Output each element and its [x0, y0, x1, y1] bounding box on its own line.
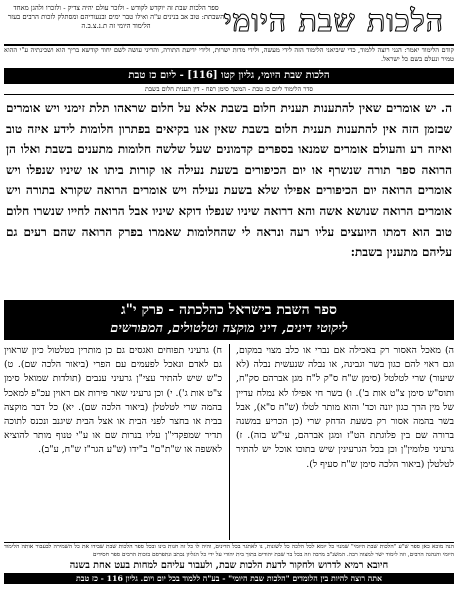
left-column: ח) גרעיני תפוחים ואגסים גם כן מותרין בטלטול כיון שראוין גם לאדם ונאכל לפעמים עם הפרי (ביאור הלכה שם). ט) כ"ש שיש להתיר עצי"ן גרעיני ענבים (תולדות שמואל סימן צ"ט אות ג'). י) וכן גרעיני שאר פירות אם ראוין עכ"פ למאכל בהמה שרי לטלטלן (ביאור הלכה שם). יא) כל דבר מוקצה בבית או בחצר לפני הבית או אצל הבית שיגנב ונכנס לתוכה תדיר שמפקדי"ן עליו בנרות שם או ע"י טנוף מותר להוציא לאשפה או ש"ת"ם" ב"ידו (ש"ע הגר"ז ש"ח, ע"ב).: [4, 345, 222, 456]
daily-halacha-text: ה. יש אומרים שאין להתענות תענית חלום בשבת אלא על חלום שראהו תלת זימני ויש אומרים שבזמן הזה אין להתענות תענית חלום בשבת שאין אנו בקיאים בפתרון חלומות לידע איזה טוב ואיזה רע והעולם אומרים שמנאו בספרים קדמונים שעל שלשה חלומות מתענים בשבת ואלו הן הרואה ספר תורה שנשרף או יום הכיפורים בשעת נעילה או קורות ביתו או שיניו שנפלו ויש אומרים הרואה יום הכיפורים אפילו שלא בשעת נעילה ויש אומרים הרואה שקורא בתורה ויש אומרים הרואה שנושא אשה והא דרואה שיניו שנפלו דוקא שיניו אבל הרואה לחייו שנשרו חלום טוב הוא דמתו היועצים עליו רעה ונראה לי שהחלומות שאמרו בפרק הרואה שהם רעים גם עליהם מתענין בשבת:: [6, 101, 452, 260]
section-title: ספר השבת בישראל כהלכתה - פרק י"ג: [121, 302, 337, 318]
newsletter-page: [4, 2, 454, 598]
two-column-text: [4, 344, 454, 540]
masthead-dedication: ספר הלכות שבת זה יוקדש לקודש - ולזכר עולם יהיה צדיק - ולזכרו ולהגן מאחד השבתת: טוב אב בנינים ע"ה ואילו טבר ימים ובנעוריהם ומסתלק לזכות הרבים בעזר הלימוד היומי זה ת.נ.צ.ב.ה: [7, 4, 225, 30]
study-order-line: סדר הלימוד ליום כז טבת - המשך סימן רפח - דין תענית חלום בשבת: [4, 85, 454, 95]
masthead: [4, 2, 454, 46]
footer-notice: הנה מוכא כאן ספר ש"ע "הלכות שבת היומי" שמנוי כל יומא לכל הלכה כל לשונות, נו לאתגר בכל הדינים, והיה לו כל זה חנות בינו ובכל ספר הלכות שבת שבידו את כל השמירה לבעבור אותה הלימוד היומי והנהגה הרבים, וזה לימוד ישר למצוה רבה. המשנ"ב מרבה וזה בכל בר שבת יהודים בתוך בית יהודי על ידי כל הגליון נכתב ונתפרסם בזכות הרבים ספר חסידים: [4, 544, 454, 558]
footer: [4, 542, 454, 599]
issue-title-bar: הלכות שבת היומי, גליון קטו [116] - ליום כז טבת: [4, 68, 454, 84]
column-divider: [229, 344, 230, 540]
footer-bar: אתה רוצה להיות בין הלומדים "הלכות שבת היומי" - בע"ה ללמוד בכל יום ויום. גליון 116 - כז טבת: [4, 573, 454, 584]
footer-slogan: חיובא רמיא לדרוש ולחקור לדעת הלכות שבת, ולעבור עליהם למחות בעט אחת בשנה: [69, 560, 389, 571]
right-column: ה) מאכל האסור רק באכילה אם נברי או כלב מצוי במקום, וגם ראוי להם כגון בשר וגבינה, או נבלה שנעשית נבלה (לא שיעור) שרי לטלטל (סימן ש"ח ס"ק ל"ח מגן אברהם סק"ח, ותוס"ש סימן צ"ט אות ב'). ו) בשר חי אפילו לא נמלח עדיין של מין הרך כגון יונה וכד' והוא מותר לטלו (ש"ח ס"א), אבל בשר בהמה אסור רק בשעת הדחק שרי (כן הכריע במשנה ברורה שם בין פלוגתת הט"ז ומגן אברהם, עי"ש בזה). ז) גרעיני פלומין"ן וכן בכל הגרעינין שיש בתוכו אוכל יש להתיר לטלטלן (ביאור הלכה סימן ש"ח סעיף ל).: [236, 345, 454, 470]
section-subtitle: ליקוטי דינים, דיני מוקצה וטלטולים, המפורשים: [110, 321, 348, 336]
masthead-title: הלכות שבת היומי: [223, 4, 444, 39]
section-header-bar: [4, 300, 454, 340]
study-intro-prayer: קודם הלימוד יאמר: הנני רוצה ללמוד, כדי שיביאני הלימוד הזה לידי מעשה, ולידי מדות ישרות, ולידי ידיעת התורה, והריני עושה לשם יחוד קודשא בריך הוא ושכינתיה ע"י ההוא טמיר ונעלם בשם כל ישראל.: [4, 46, 454, 63]
